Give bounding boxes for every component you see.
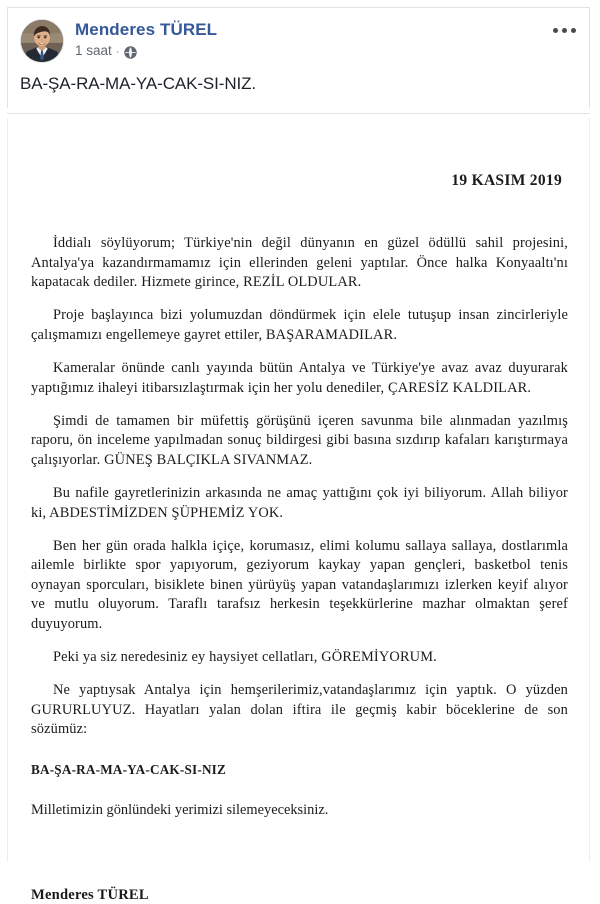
document-closing-line: Milletimizin gönlündeki yerimizi silemeyeceksiniz. [31, 801, 329, 818]
document-paragraph: Ne yaptıysak Antalya için hemşerilerimiz,vatandaşlarımız için yaptık. O yüzden GURURLUYUZ. Hayatları yalan dolan iftira ile geçmiş kabir böceklerine de son sözümüz: [31, 682, 568, 738]
post-body-text: BA-ŞA-RA-MA-YA-CAK-SI-NIZ. [20, 74, 257, 93]
post-subheader [75, 43, 217, 59]
poster-name-first: Menderes [75, 20, 156, 39]
ellipsis-dot [571, 28, 576, 33]
facebook-post-card [7, 7, 590, 108]
post-header [8, 8, 589, 63]
meta-separator: · [115, 44, 120, 58]
post-timestamp[interactable]: 1 saat [75, 43, 112, 58]
document-paragraph: Bu nafile gayretlerinizin arkasında ne amaç yattığını çok iyi biliyorum. Allah biliyor ki, ABDESTİMİZDEN ŞÜPHEMİZ YOK. [31, 484, 568, 521]
poster-meta [75, 19, 217, 59]
document-paragraph: Şimdi de tamamen bir müfettiş görüşünü içeren savunma bile alınmadan yazılmış raporu, ön inceleme yapılmadan sonuç bildirgesi gibi basına sızdırıp kafaları karıştırmaya çalışıyorlar. GÜNEŞ BALÇIKLA SIVANMAZ. [31, 412, 568, 468]
document-signature: Menderes TÜREL [31, 886, 149, 903]
attached-document-image[interactable] [7, 118, 590, 903]
post-divider [7, 113, 590, 114]
avatar[interactable] [20, 19, 64, 63]
document-date: 19 KASIM 2019 [451, 172, 562, 189]
document-paragraph: İddialı söylüyorum; Türkiye'nin değil dünyanın en güzel ödüllü sahil projesini, Antalya'ya kazandırmamamız için ellerinden geleni yaptılar. Önce halka Konyaaltı'nı kapatacak dediler. Hizmete girince, REZİL OLDULAR. [31, 235, 568, 291]
document-paragraphs [31, 234, 576, 740]
ellipsis-dot [562, 28, 567, 33]
ellipsis-dot [553, 28, 558, 33]
avatar-photo [21, 20, 63, 62]
document-slogan: BA-ŞA-RA-MA-YA-CAK-SI-NIZ [31, 761, 226, 777]
poster-name-last: TÜREL [160, 20, 218, 39]
document-paragraph: Proje başlayınca bizi yolumuzdan döndürmek için elele tutuşup insan zincirleriyle çalışmamızı engellemeye gayret ettiler, BAŞARAMADILAR. [31, 307, 568, 343]
document-paragraph: Peki ya siz neredesiniz ey haysiyet cellatları, GÖREMİYORUM. [53, 649, 437, 666]
document-paragraph: Kameralar önünde canlı yayında bütün Antalya ve Türkiye'ye avaz avaz duyurarak yaptığımız ihaleyi itibarsızlaştırmak için her yolu denediler, ÇARESİZ KALDILAR. [31, 359, 568, 396]
ellipsis-icon[interactable] [553, 28, 576, 33]
globe-icon[interactable] [124, 46, 137, 59]
document-paragraph: Ben her gün orada halkla içiçe, korumasız, elimi kolumu sallaya sallaya, dostlarımla ailemle birlikte spor yapıyorum, geziyorum kaykay yapan gençleri, basketbol tenis oynayan sporcuları, bisiklete binen yürüyüş yapan vatandaşlarımızı izlerken keyif alıyor ve mutlu oluyorum. Taraflı tarafsız herkesin teşekkürlerine mazhar olmaktan şeref duyuyorum. [31, 537, 568, 632]
poster-name[interactable] [75, 20, 217, 40]
document-content [8, 118, 589, 904]
